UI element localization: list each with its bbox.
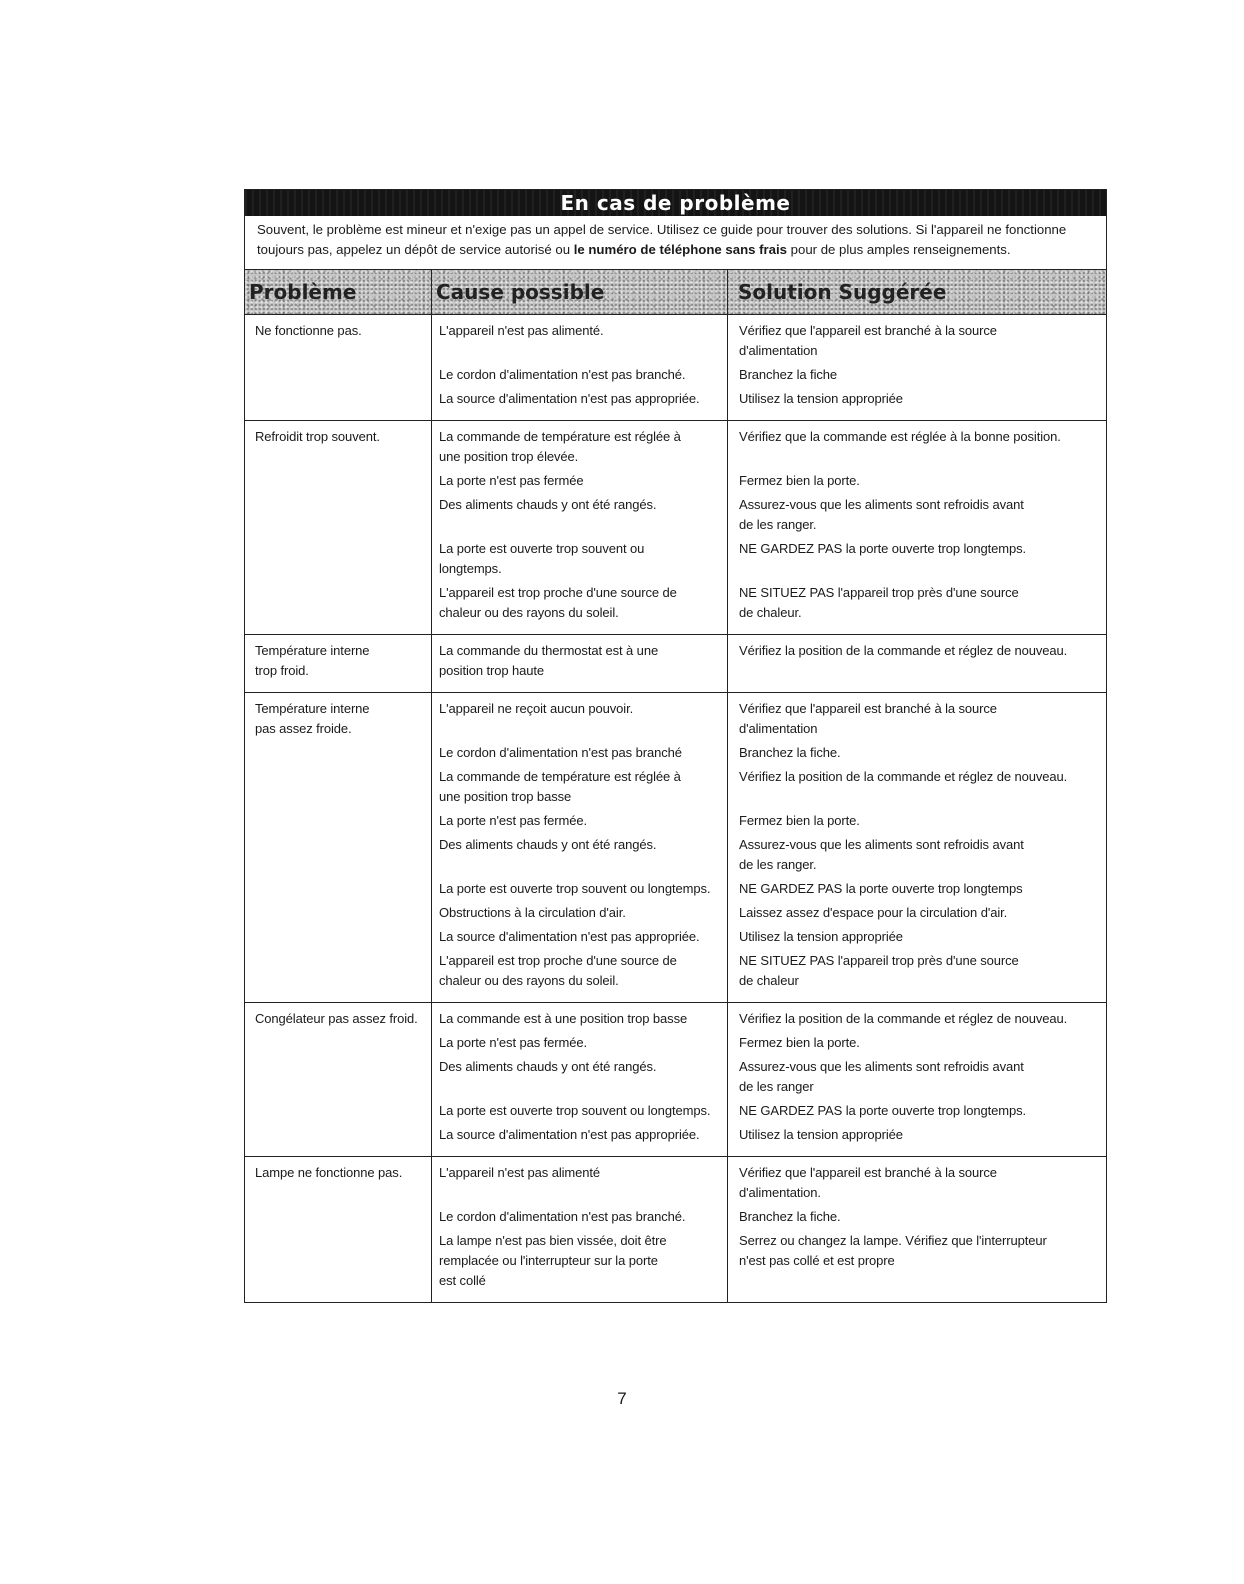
problem-text: Refroidit trop souvent.: [255, 429, 380, 444]
solution-text: Serrez ou changez la lampe. Vérifiez que l'interrupteur n'est pas collé et est propre: [739, 1233, 1047, 1268]
problem-text: Ne fonctionne pas.: [255, 323, 362, 338]
intro-paragraph: [245, 216, 1106, 270]
solution-text: Branchez la fiche.: [739, 745, 841, 760]
intro-line-2: [257, 240, 1096, 260]
solution-text: Vérifiez la position de la commande et réglez de nouveau.: [739, 1011, 1068, 1026]
problem-cell: [245, 635, 432, 692]
cause-text: La commande est à une position trop basse: [439, 1011, 688, 1026]
solution-text: Utilisez la tension appropriée: [739, 1127, 903, 1142]
table-row: [245, 1003, 1106, 1157]
solution-text: Branchez la fiche.: [739, 1209, 841, 1224]
solution-cell: [728, 1003, 1106, 1156]
solution-text: Fermez bien la porte.: [739, 813, 860, 828]
cause-text: L'appareil est trop proche d'une source de chaleur ou des rayons du soleil.: [439, 953, 677, 988]
solution-text: NE SITUEZ PAS l'appareil trop près d'une source de chaleur.: [739, 585, 1019, 620]
solution-text: Vérifiez que l'appareil est branché à la source d'alimentation: [739, 323, 997, 358]
problem-cell: [245, 315, 432, 420]
intro-line-2c: pour de plus amples renseignements.: [786, 242, 1011, 257]
solution-cell: [728, 635, 1106, 692]
cause-text: L'appareil ne reçoit aucun pouvoir.: [439, 701, 634, 716]
solution-text: Vérifiez la position de la commande et réglez de nouveau.: [739, 643, 1068, 658]
solution-text: Branchez la fiche: [739, 367, 838, 382]
problem-cell: [245, 693, 432, 1002]
table-row: [245, 421, 1106, 635]
solution-text: Utilisez la tension appropriée: [739, 391, 903, 406]
cause-text: Des aliments chauds y ont été rangés.: [439, 1059, 657, 1074]
header-solution: Solution Suggérée: [738, 280, 947, 304]
table-header: [245, 270, 1106, 315]
solution-text: Fermez bien la porte.: [739, 1035, 860, 1050]
solution-text: Assurez-vous que les aliments sont refroidis avant de les ranger.: [739, 497, 1024, 532]
page-number: 7: [617, 1389, 627, 1408]
cause-text: La porte n'est pas fermée.: [439, 1035, 588, 1050]
troubleshooting-panel: [244, 189, 1107, 1303]
solution-text: Utilisez la tension appropriée: [739, 929, 903, 944]
cause-text: Le cordon d'alimentation n'est pas branché: [439, 745, 682, 760]
solution-text: Assurez-vous que les aliments sont refroidis avant de les ranger.: [739, 837, 1024, 872]
cause-cell: [432, 1003, 728, 1156]
solution-text: NE SITUEZ PAS l'appareil trop près d'une source de chaleur: [739, 953, 1019, 988]
cause-text: La commande de température est réglée à une position trop élevée.: [439, 429, 681, 464]
cause-text: La lampe n'est pas bien vissée, doit être remplacée ou l'interrupteur sur la porte est collé: [439, 1233, 667, 1288]
intro-line-2a: toujours pas, appelez un dépôt de service autorisé ou: [257, 242, 574, 257]
cause-text: La commande du thermostat est à une position trop haute: [439, 643, 659, 678]
solution-cell: [728, 693, 1106, 1002]
cause-text: Des aliments chauds y ont été rangés.: [439, 497, 657, 512]
section-title: En cas de problème: [245, 190, 1106, 216]
solution-text: Vérifiez la position de la commande et réglez de nouveau.: [739, 769, 1068, 784]
cause-text: La commande de température est réglée à une position trop basse: [439, 769, 681, 804]
solution-text: NE GARDEZ PAS la porte ouverte trop longtemps: [739, 881, 1023, 896]
table-row: [245, 693, 1106, 1003]
cause-text: L'appareil n'est pas alimenté: [439, 1165, 601, 1180]
solution-text: Vérifiez que la commande est réglée à la bonne position.: [739, 429, 1061, 444]
cause-text: La porte est ouverte trop souvent ou longtemps.: [439, 1103, 711, 1118]
cause-text: La source d'alimentation n'est pas appropriée.: [439, 1127, 700, 1142]
cause-text: Le cordon d'alimentation n'est pas branché.: [439, 1209, 686, 1224]
solution-text: Vérifiez que l'appareil est branché à la source d'alimentation: [739, 701, 997, 736]
problem-text: Congélateur pas assez froid.: [255, 1011, 418, 1026]
solution-cell: [728, 315, 1106, 420]
cause-text: La porte est ouverte trop souvent ou longtemps.: [439, 541, 645, 576]
header-problem: Problème: [245, 270, 432, 314]
problem-text: Température interne pas assez froide.: [255, 701, 370, 736]
cause-text: La porte est ouverte trop souvent ou longtemps.: [439, 881, 711, 896]
cause-text: L'appareil n'est pas alimenté.: [439, 323, 604, 338]
troubleshooting-table-body: [245, 315, 1106, 1302]
cause-text: La source d'alimentation n'est pas appropriée.: [439, 391, 700, 406]
table-row: [245, 315, 1106, 421]
problem-cell: [245, 1157, 432, 1302]
intro-line-1: Souvent, le problème est mineur et n'exige pas un appel de service. Utilisez ce guide pour trouver des solutions. Si l'appareil ne fonctionne: [257, 222, 1067, 237]
solution-text: Laissez assez d'espace pour la circulation d'air.: [739, 905, 1008, 920]
cause-text: La porte n'est pas fermée: [439, 473, 584, 488]
solution-text: NE GARDEZ PAS la porte ouverte trop longtemps.: [739, 1103, 1027, 1118]
cause-text: Des aliments chauds y ont été rangés.: [439, 837, 657, 852]
solution-cell: [728, 1157, 1106, 1302]
cause-cell: [432, 635, 728, 692]
cause-text: Obstructions à la circulation d'air.: [439, 905, 626, 920]
cause-cell: [432, 421, 728, 634]
solution-text: Vérifiez que l'appareil est branché à la source d'alimentation.: [739, 1165, 997, 1200]
cause-text: La source d'alimentation n'est pas appropriée.: [439, 929, 700, 944]
intro-line-2-bold: le numéro de téléphone sans frais: [573, 242, 787, 257]
cause-cell: [432, 693, 728, 1002]
header-cause: Cause possible: [432, 270, 728, 314]
cause-text: L'appareil est trop proche d'une source de chaleur ou des rayons du soleil.: [439, 585, 677, 620]
cause-text: La porte n'est pas fermée.: [439, 813, 588, 828]
problem-cell: [245, 421, 432, 634]
cause-cell: [432, 1157, 728, 1302]
solution-text: NE GARDEZ PAS la porte ouverte trop longtemps.: [739, 541, 1027, 556]
table-row: [245, 1157, 1106, 1302]
problem-cell: [245, 1003, 432, 1156]
solution-text: Assurez-vous que les aliments sont refroidis avant de les ranger: [739, 1059, 1024, 1094]
solution-text: Fermez bien la porte.: [739, 473, 860, 488]
problem-text: Température interne trop froid.: [255, 643, 370, 678]
problem-text: Lampe ne fonctionne pas.: [255, 1165, 403, 1180]
solution-cell: [728, 421, 1106, 634]
cause-text: Le cordon d'alimentation n'est pas branché.: [439, 367, 686, 382]
cause-cell: [432, 315, 728, 420]
table-row: [245, 635, 1106, 693]
